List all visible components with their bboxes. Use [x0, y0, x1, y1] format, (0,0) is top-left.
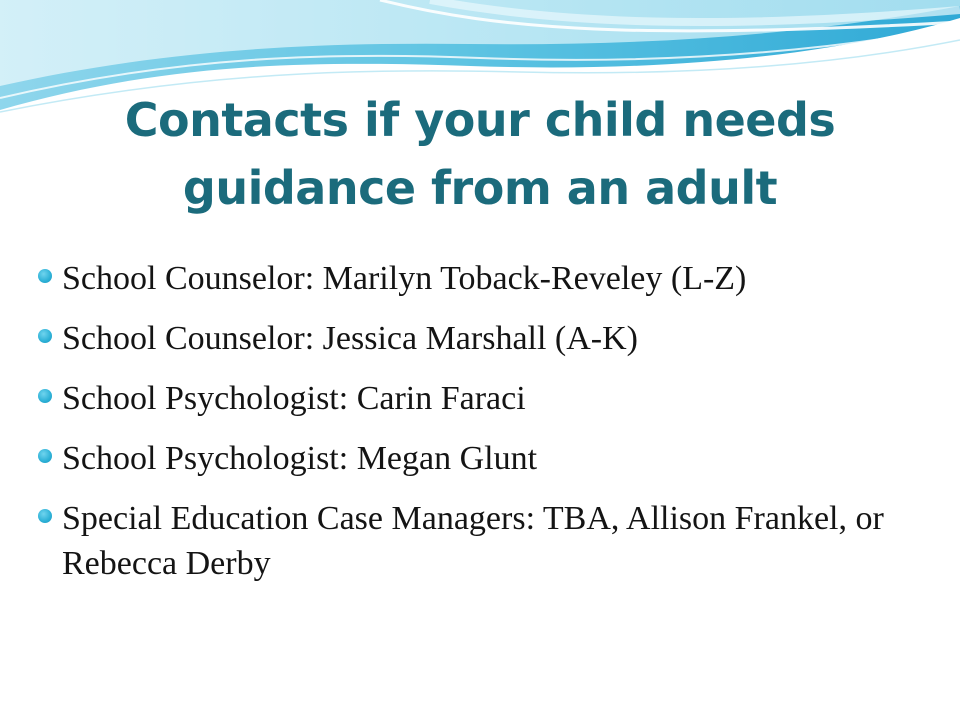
bullet-item [38, 316, 918, 361]
bullet-text: School Counselor: Marilyn Toback-Reveley (L-Z) [62, 260, 747, 297]
bullet-list [38, 256, 918, 601]
circle-bullet-icon [38, 449, 52, 463]
slide-title: Contacts if your child needs guidance from an adult [124, 93, 836, 215]
circle-bullet-icon [38, 329, 52, 343]
bullet-item [38, 256, 918, 301]
bullet-item [38, 436, 918, 481]
circle-bullet-icon [38, 509, 52, 523]
bullet-text: School Psychologist: Carin Faraci [62, 380, 526, 417]
bullet-text: School Psychologist: Megan Glunt [62, 440, 538, 477]
circle-bullet-icon [38, 389, 52, 403]
bullet-text: Special Education Case Managers: TBA, Allison Frankel, or Rebecca Derby [62, 500, 884, 582]
bullet-text: School Counselor: Jessica Marshall (A-K) [62, 320, 639, 357]
bullet-item [38, 496, 918, 586]
bullet-item [38, 376, 918, 421]
circle-bullet-icon [38, 269, 52, 283]
